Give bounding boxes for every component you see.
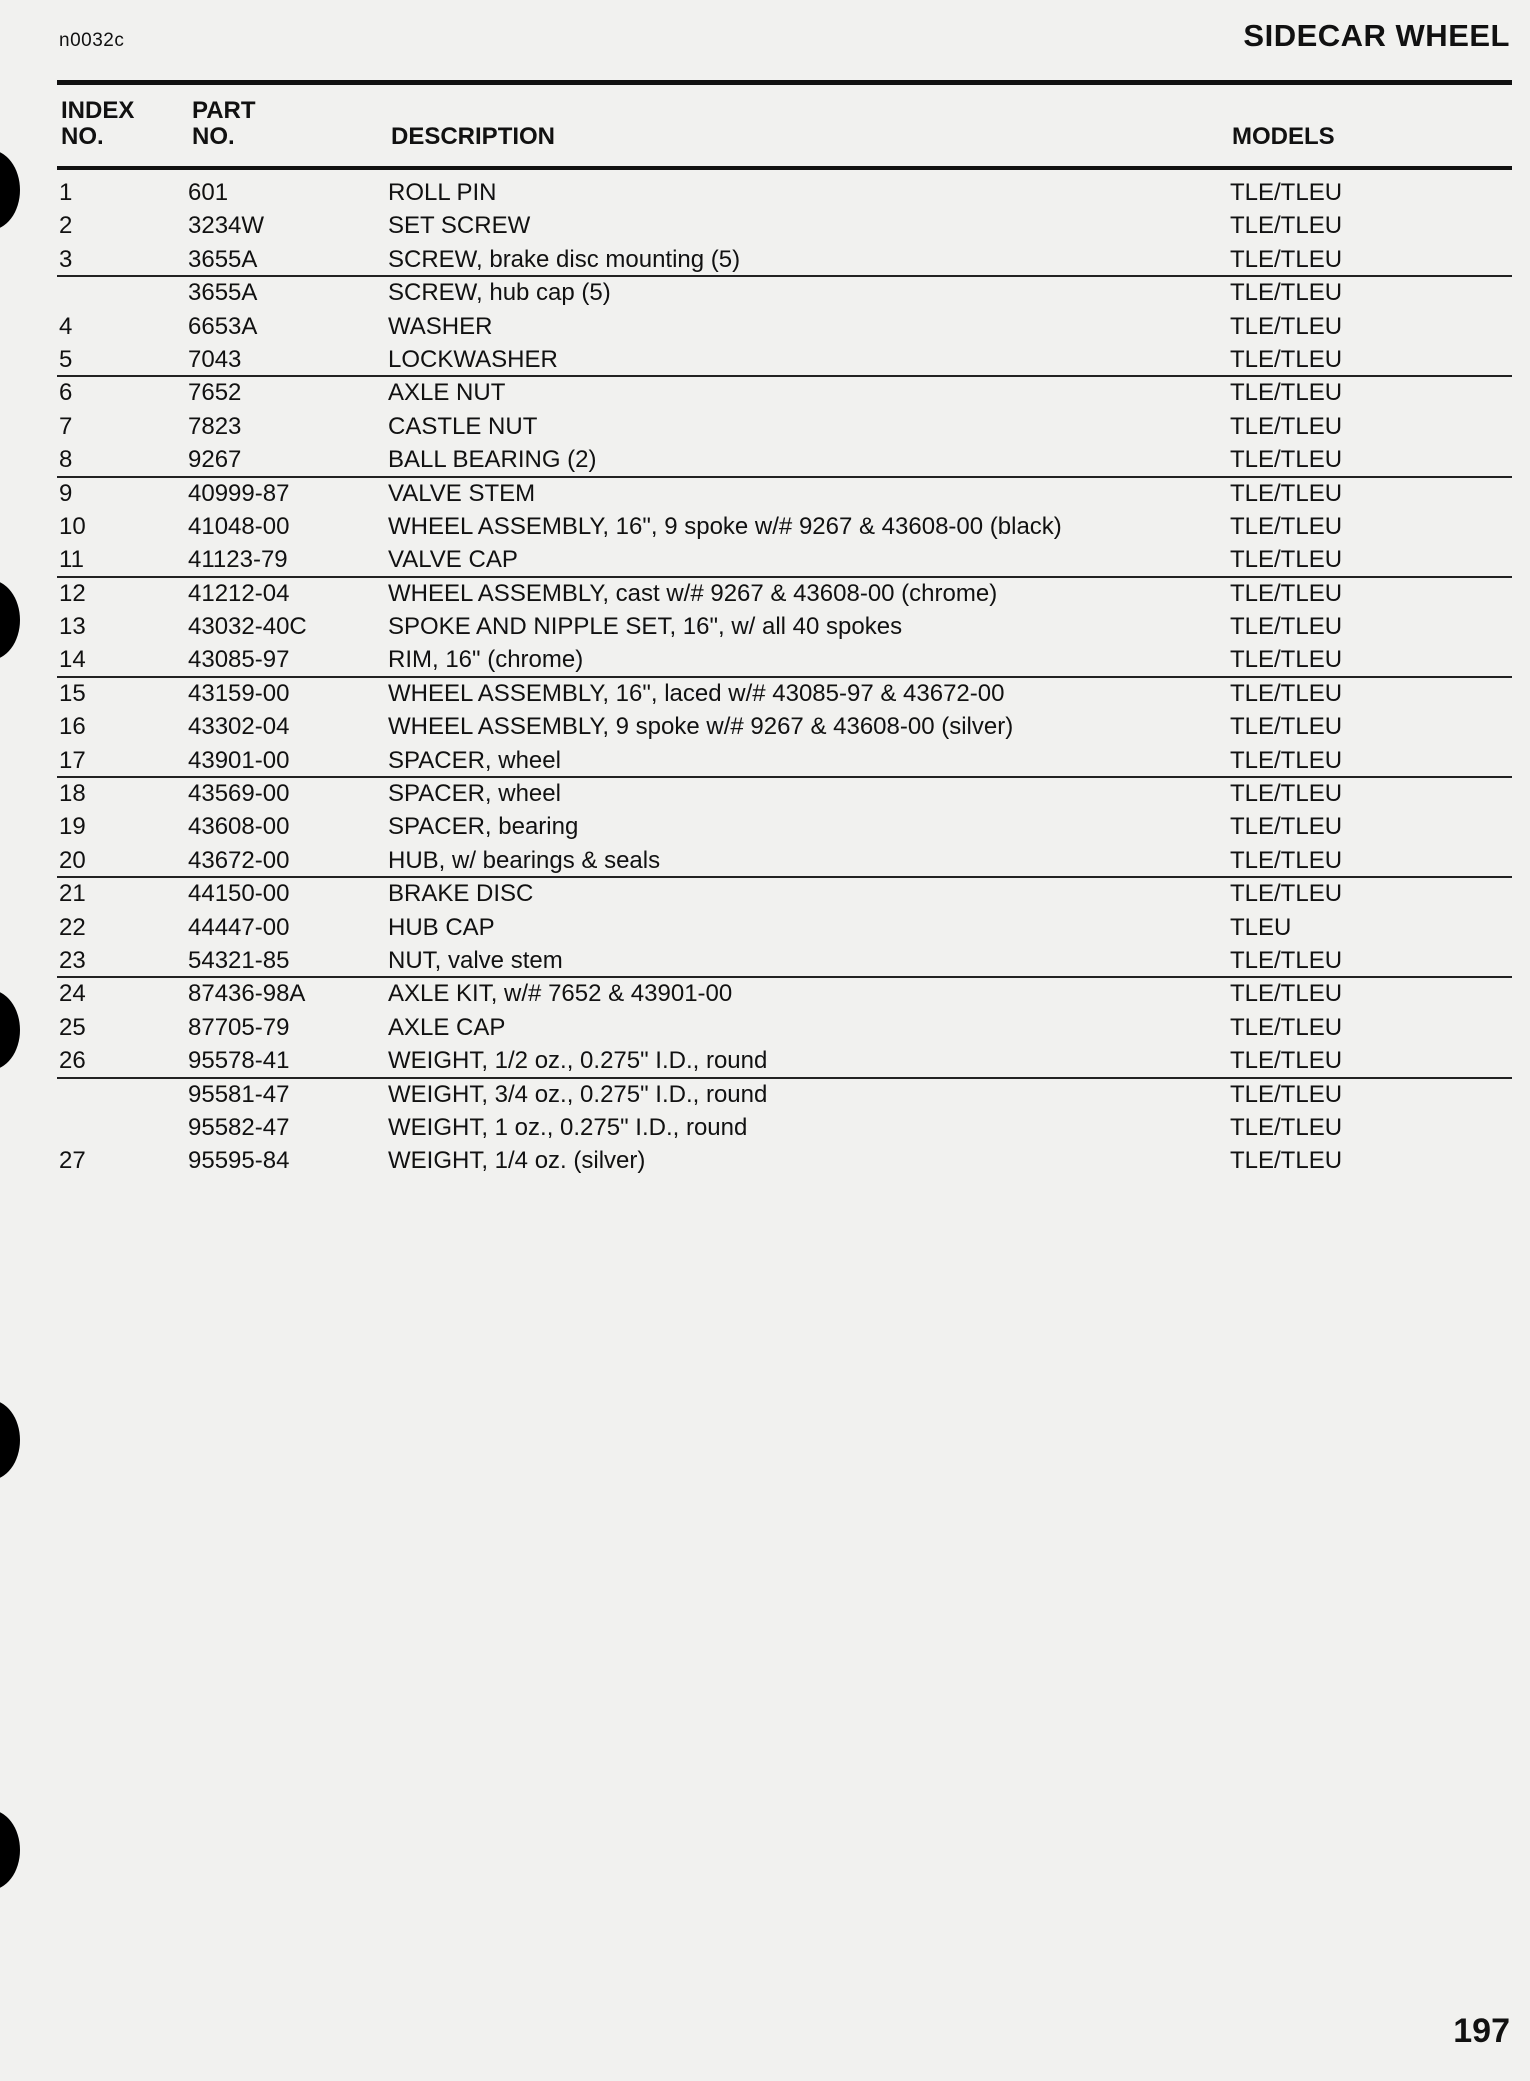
- part-number-cell: 44150-00: [188, 880, 290, 908]
- table-row: [57, 776, 1512, 809]
- description-cell: WASHER: [388, 312, 493, 340]
- models-cell: TLE/TLEU: [1230, 713, 1343, 741]
- description-cell: AXLE NUT: [388, 379, 506, 407]
- models-cell: TLE/TLEU: [1230, 946, 1343, 974]
- description-cell: SCREW, brake disc mounting (5): [388, 245, 741, 273]
- description-cell: RIM, 16" (chrome): [388, 646, 584, 674]
- part-number-cell: 7043: [188, 345, 242, 373]
- description-cell: HUB CAP: [388, 913, 495, 941]
- description-cell: VALVE CAP: [388, 546, 518, 574]
- index-cell: 15: [59, 679, 86, 707]
- table-row: [57, 208, 1512, 241]
- part-no-header: [192, 98, 256, 150]
- part-number-cell: 41048-00: [188, 512, 290, 540]
- part-number-cell: 43085-97: [188, 646, 290, 674]
- part-number-cell: 43032-40C: [188, 613, 307, 641]
- description-cell: SET SCREW: [388, 212, 531, 240]
- part-number-cell: 43569-00: [188, 780, 290, 808]
- models-cell: TLE/TLEU: [1230, 546, 1343, 574]
- table-row: [57, 1043, 1512, 1076]
- index-cell: 7: [59, 412, 73, 440]
- top-rule: [57, 80, 1512, 85]
- description-cell: WEIGHT, 1 oz., 0.275" I.D., round: [388, 1113, 748, 1141]
- description-cell: SPACER, wheel: [388, 746, 561, 774]
- description-cell: WHEEL ASSEMBLY, 16", 9 spoke w/# 9267 & 43608-00 (black): [388, 512, 1062, 540]
- description-cell: WEIGHT, 1/2 oz., 0.275" I.D., round: [388, 1047, 768, 1075]
- index-cell: 4: [59, 312, 73, 340]
- binder-hole-5: [0, 1810, 20, 1890]
- index-cell: 27: [59, 1147, 86, 1175]
- models-cell: TLE/TLEU: [1230, 1113, 1343, 1141]
- description-cell: SPOKE AND NIPPLE SET, 16", w/ all 40 spokes: [388, 613, 903, 641]
- part-number-cell: 6653A: [188, 312, 258, 340]
- binder-hole-1: [0, 150, 20, 230]
- description-cell: AXLE KIT, w/# 7652 & 43901-00: [388, 980, 733, 1008]
- models-cell: TLE/TLEU: [1230, 746, 1343, 774]
- table-row: [57, 676, 1512, 709]
- part-number-cell: 44447-00: [188, 913, 290, 941]
- table-row: [57, 242, 1512, 275]
- table-row: [57, 943, 1512, 976]
- index-cell: 21: [59, 880, 86, 908]
- part-number-cell: 95581-47: [188, 1080, 290, 1108]
- part-number-cell: 3234W: [188, 212, 265, 240]
- description-cell: WEIGHT, 1/4 oz. (silver): [388, 1147, 646, 1175]
- table-row: [57, 409, 1512, 442]
- table-row: [57, 275, 1512, 308]
- part-number-cell: 41123-79: [188, 546, 288, 574]
- models-cell: TLE/TLEU: [1230, 813, 1343, 841]
- index-cell: 22: [59, 913, 86, 941]
- index-cell: 18: [59, 780, 86, 808]
- page-number: 197: [1453, 2012, 1510, 2050]
- parts-table: [57, 175, 1512, 1177]
- models-cell: TLE/TLEU: [1230, 980, 1343, 1008]
- index-cell: 20: [59, 846, 86, 874]
- index-cell: 24: [59, 980, 86, 1008]
- index-cell: 16: [59, 713, 86, 741]
- models-header: MODELS: [1232, 123, 1335, 150]
- models-cell: TLE/TLEU: [1230, 412, 1343, 440]
- models-cell: TLE/TLEU: [1230, 579, 1343, 607]
- description-cell: CASTLE NUT: [388, 412, 538, 440]
- index-cell: 11: [59, 546, 84, 574]
- part-number-cell: 43672-00: [188, 846, 290, 874]
- table-row: [57, 542, 1512, 575]
- description-cell: WEIGHT, 3/4 oz., 0.275" I.D., round: [388, 1080, 768, 1108]
- table-row: [57, 709, 1512, 742]
- table-row: [57, 1010, 1512, 1043]
- models-cell: TLE/TLEU: [1230, 279, 1343, 307]
- models-cell: TLE/TLEU: [1230, 780, 1343, 808]
- models-cell: TLE/TLEU: [1230, 846, 1343, 874]
- part-number-cell: 40999-87: [188, 479, 290, 507]
- models-cell: TLE/TLEU: [1230, 312, 1343, 340]
- index-cell: 10: [59, 512, 86, 540]
- index-cell: 5: [59, 345, 73, 373]
- description-cell: NUT, valve stem: [388, 946, 563, 974]
- table-row: [57, 876, 1512, 909]
- table-row: [57, 342, 1512, 375]
- part-number-cell: 43302-04: [188, 713, 290, 741]
- table-row: [57, 375, 1512, 408]
- models-cell: TLE/TLEU: [1230, 446, 1343, 474]
- page-title: SIDECAR WHEEL: [1243, 18, 1510, 53]
- table-row: [57, 642, 1512, 675]
- part-number-cell: 87705-79: [188, 1013, 290, 1041]
- binder-hole-4: [0, 1400, 20, 1480]
- models-cell: TLE/TLEU: [1230, 379, 1343, 407]
- part-number-cell: 95578-41: [188, 1047, 290, 1075]
- part-number-cell: 43901-00: [188, 746, 290, 774]
- description-cell: HUB, w/ bearings & seals: [388, 846, 661, 874]
- index-cell: 8: [59, 446, 73, 474]
- description-cell: SPACER, bearing: [388, 813, 579, 841]
- description-cell: AXLE CAP: [388, 1013, 506, 1041]
- description-cell: WHEEL ASSEMBLY, 9 spoke w/# 9267 & 43608-00 (silver): [388, 713, 1014, 741]
- index-cell: 2: [59, 212, 73, 240]
- index-cell: 1: [59, 179, 73, 206]
- models-cell: TLE/TLEU: [1230, 646, 1343, 674]
- part-number-cell: 95595-84: [188, 1147, 290, 1175]
- part-number-cell: 87436-98A: [188, 980, 306, 1008]
- table-row: [57, 1143, 1512, 1176]
- table-row: [57, 910, 1512, 943]
- models-cell: TLE/TLEU: [1230, 479, 1343, 507]
- part-number-cell: 43608-00: [188, 813, 290, 841]
- table-row: [57, 743, 1512, 776]
- index-cell: 17: [59, 746, 86, 774]
- models-cell: TLE/TLEU: [1230, 1080, 1343, 1108]
- binder-hole-3: [0, 990, 20, 1070]
- index-cell: 9: [59, 479, 73, 507]
- models-cell: TLE/TLEU: [1230, 613, 1343, 641]
- models-cell: TLE/TLEU: [1230, 212, 1343, 240]
- index-no-header: [61, 98, 134, 150]
- models-cell: TLE/TLEU: [1230, 679, 1343, 707]
- part-number-cell: 3655A: [188, 279, 258, 307]
- index-header-line2: NO.: [61, 123, 104, 150]
- part-number-cell: 7823: [188, 412, 242, 440]
- table-row: [57, 1077, 1512, 1110]
- table-row: [57, 576, 1512, 609]
- part-number-cell: 43159-00: [188, 679, 290, 707]
- table-row: [57, 809, 1512, 842]
- table-row: [57, 976, 1512, 1009]
- part-number-cell: 7652: [188, 379, 242, 407]
- part-number-cell: 41212-04: [188, 579, 290, 607]
- models-cell: TLEU: [1230, 913, 1292, 941]
- table-row: [57, 309, 1512, 342]
- models-cell: TLE/TLEU: [1230, 245, 1343, 273]
- part-number-cell: 3655A: [188, 245, 258, 273]
- description-header: DESCRIPTION: [391, 123, 556, 150]
- document-code: n0032c: [59, 30, 125, 51]
- table-row: [57, 442, 1512, 475]
- table-row: [57, 1110, 1512, 1143]
- description-cell: WHEEL ASSEMBLY, 16", laced w/# 43085-97 & 43672-00: [388, 679, 1005, 707]
- part-header-line2: NO.: [192, 123, 235, 150]
- models-cell: TLE/TLEU: [1230, 1047, 1343, 1075]
- index-cell: 23: [59, 946, 86, 974]
- index-cell: 13: [59, 613, 86, 641]
- description-cell: WHEEL ASSEMBLY, cast w/# 9267 & 43608-00 (chrome): [388, 579, 998, 607]
- part-number-cell: 95582-47: [188, 1113, 290, 1141]
- part-number-cell: 9267: [188, 446, 242, 474]
- part-number-cell: 54321-85: [188, 946, 290, 974]
- table-row: [57, 175, 1512, 208]
- binder-hole-2: [0, 580, 20, 660]
- models-cell: TLE/TLEU: [1230, 1147, 1343, 1175]
- index-cell: 14: [59, 646, 86, 674]
- models-cell: TLE/TLEU: [1230, 1013, 1343, 1041]
- description-cell: LOCKWASHER: [388, 345, 558, 373]
- models-cell: TLE/TLEU: [1230, 179, 1343, 206]
- description-cell: BALL BEARING (2): [388, 446, 597, 474]
- index-cell: 19: [59, 813, 86, 841]
- models-cell: TLE/TLEU: [1230, 512, 1343, 540]
- table-row: [57, 476, 1512, 509]
- index-cell: 25: [59, 1013, 86, 1041]
- description-cell: SPACER, wheel: [388, 780, 561, 808]
- index-cell: 6: [59, 379, 73, 407]
- description-cell: VALVE STEM: [388, 479, 536, 507]
- table-row: [57, 509, 1512, 542]
- index-cell: 26: [59, 1047, 86, 1075]
- table-row: [57, 609, 1512, 642]
- description-cell: ROLL PIN: [388, 179, 497, 206]
- header-rule: [57, 166, 1512, 170]
- models-cell: TLE/TLEU: [1230, 880, 1343, 908]
- description-cell: SCREW, hub cap (5): [388, 279, 611, 307]
- description-cell: BRAKE DISC: [388, 880, 534, 908]
- index-cell: 12: [59, 579, 86, 607]
- part-header-line1: PART: [192, 97, 256, 124]
- table-row: [57, 843, 1512, 876]
- index-header-line1: INDEX: [61, 97, 135, 124]
- part-number-cell: 601: [188, 179, 229, 206]
- models-cell: TLE/TLEU: [1230, 345, 1343, 373]
- index-cell: 3: [59, 245, 73, 273]
